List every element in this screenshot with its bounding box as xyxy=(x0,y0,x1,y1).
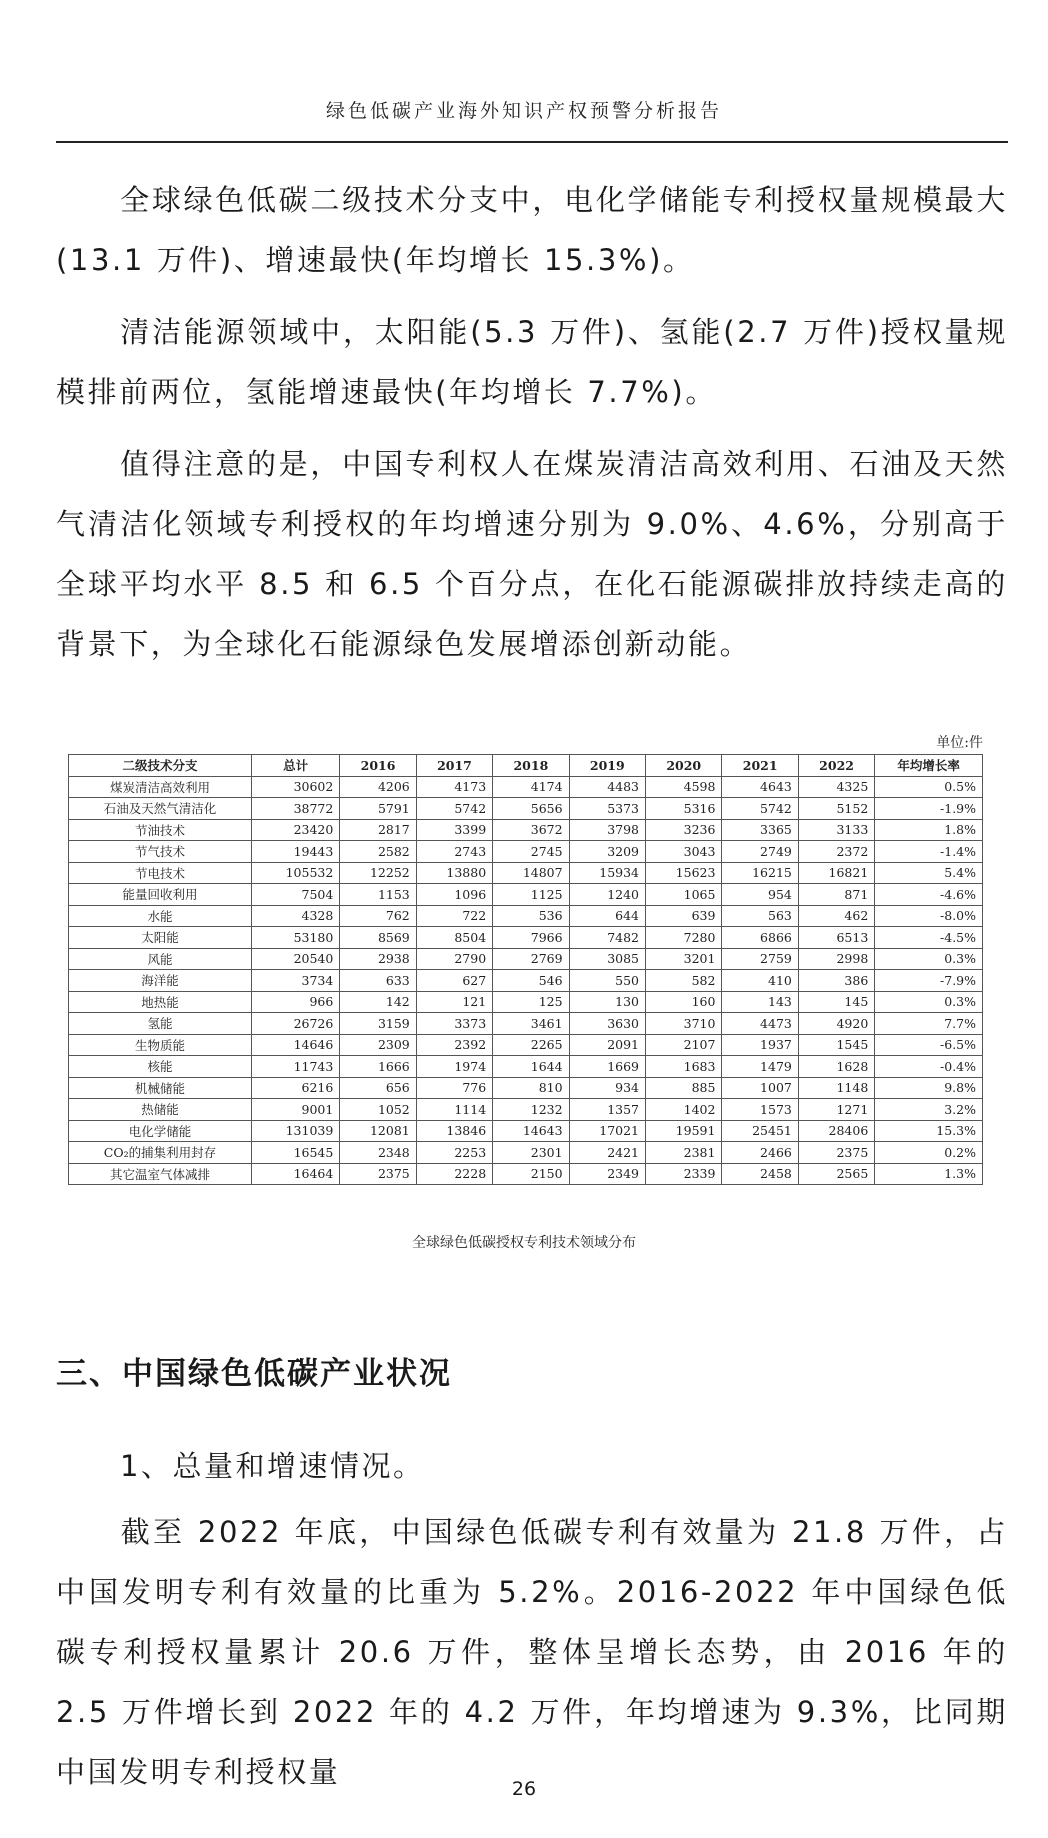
table-row xyxy=(69,1077,983,1099)
table-value-cell: 2253 xyxy=(416,1142,492,1164)
table-value-cell: 954 xyxy=(722,884,798,906)
table-value-cell: 871 xyxy=(798,884,874,906)
table-value-cell: 2265 xyxy=(493,1034,569,1056)
table-value-cell: 633 xyxy=(340,970,416,992)
table-category-cell: 水能 xyxy=(69,905,252,927)
table-value-cell: 410 xyxy=(722,970,798,992)
table-value-cell: 4328 xyxy=(251,905,339,927)
table-value-cell: 1007 xyxy=(722,1077,798,1099)
table-value-cell: 53180 xyxy=(251,927,339,949)
table-category-cell: 机械储能 xyxy=(69,1077,252,1099)
table-category-cell: 风能 xyxy=(69,948,252,970)
table-category-cell: 海洋能 xyxy=(69,970,252,992)
table-value-cell: 0.2% xyxy=(875,1142,983,1164)
table-value-cell: 9001 xyxy=(251,1099,339,1121)
table-value-cell: 5152 xyxy=(798,798,874,820)
table-category-cell: 生物质能 xyxy=(69,1034,252,1056)
table-value-cell: 3461 xyxy=(493,1013,569,1035)
table-value-cell: 12081 xyxy=(340,1120,416,1142)
table-row xyxy=(69,819,983,841)
table-row xyxy=(69,1013,983,1035)
patent-distribution-table xyxy=(68,754,983,1185)
table-category-cell: 煤炭清洁高效利用 xyxy=(69,776,252,798)
table-category-cell: 节气技术 xyxy=(69,841,252,863)
table-caption: 全球绿色低碳授权专利技术领域分布 xyxy=(412,1235,636,1251)
table-value-cell: 2421 xyxy=(569,1142,645,1164)
paragraph-1 xyxy=(56,170,1008,290)
table-value-cell: 2107 xyxy=(646,1034,722,1056)
table-category-cell: 电化学储能 xyxy=(69,1120,252,1142)
table-value-cell: 2375 xyxy=(798,1142,874,1164)
table-value-cell: 7280 xyxy=(646,927,722,949)
table-value-cell: 639 xyxy=(646,905,722,927)
table-value-cell: 462 xyxy=(798,905,874,927)
table-value-cell: 5656 xyxy=(493,798,569,820)
table-value-cell: 28406 xyxy=(798,1120,874,1142)
table-value-cell: 2372 xyxy=(798,841,874,863)
table-header-cell: 2019 xyxy=(569,755,645,777)
table-value-cell: -1.4% xyxy=(875,841,983,863)
table-value-cell: 1271 xyxy=(798,1099,874,1121)
table-value-cell: 3085 xyxy=(569,948,645,970)
table-header-cell: 2016 xyxy=(340,755,416,777)
table-value-cell: 3399 xyxy=(416,819,492,841)
table-value-cell: 5742 xyxy=(722,798,798,820)
table-value-cell: 14807 xyxy=(493,862,569,884)
table-value-cell: -4.6% xyxy=(875,884,983,906)
table-value-cell: 3798 xyxy=(569,819,645,841)
table-category-cell: 太阳能 xyxy=(69,927,252,949)
table-value-cell: 16215 xyxy=(722,862,798,884)
table-value-cell: 2998 xyxy=(798,948,874,970)
table-header-cell: 2020 xyxy=(646,755,722,777)
table-value-cell: 4325 xyxy=(798,776,874,798)
table-value-cell: 1644 xyxy=(493,1056,569,1078)
table-header-cell: 总计 xyxy=(251,755,339,777)
table-value-cell: 145 xyxy=(798,991,874,1013)
subsection-title: 1、总量和增速情况。 xyxy=(120,1449,425,1483)
table-value-cell: 1240 xyxy=(569,884,645,906)
table-value-cell: 143 xyxy=(722,991,798,1013)
table-value-cell: 13880 xyxy=(416,862,492,884)
table-value-cell: 1052 xyxy=(340,1099,416,1121)
table-value-cell: 1232 xyxy=(493,1099,569,1121)
table-value-cell: 19591 xyxy=(646,1120,722,1142)
table-value-cell: 1114 xyxy=(416,1099,492,1121)
table-value-cell: 5791 xyxy=(340,798,416,820)
table-value-cell: 3365 xyxy=(722,819,798,841)
table-value-cell: 2091 xyxy=(569,1034,645,1056)
table-value-cell: 563 xyxy=(722,905,798,927)
table-value-cell: 1096 xyxy=(416,884,492,906)
table-value-cell: 16464 xyxy=(251,1163,339,1185)
table-header-cell: 2018 xyxy=(493,755,569,777)
table-value-cell: 1479 xyxy=(722,1056,798,1078)
table-row xyxy=(69,948,983,970)
table-value-cell: 1683 xyxy=(646,1056,722,1078)
table-value-cell: 1669 xyxy=(569,1056,645,1078)
table-value-cell: 105532 xyxy=(251,862,339,884)
table-row xyxy=(69,798,983,820)
table-value-cell: 546 xyxy=(493,970,569,992)
table-value-cell: 3630 xyxy=(569,1013,645,1035)
table-value-cell: 2466 xyxy=(722,1142,798,1164)
table-value-cell: 4173 xyxy=(416,776,492,798)
table-value-cell: 2375 xyxy=(340,1163,416,1185)
table-value-cell: -8.0% xyxy=(875,905,983,927)
table-value-cell: -1.9% xyxy=(875,798,983,820)
table-value-cell: 14643 xyxy=(493,1120,569,1142)
paragraph-2 xyxy=(56,302,1008,422)
table-header-cell: 2021 xyxy=(722,755,798,777)
table-value-cell: 550 xyxy=(569,970,645,992)
table-value-cell: 966 xyxy=(251,991,339,1013)
table-value-cell: 7504 xyxy=(251,884,339,906)
table-value-cell: 5.4% xyxy=(875,862,983,884)
table-header-cell: 二级技术分支 xyxy=(69,755,252,777)
paragraph-4-text: 截至 2022 年底，中国绿色低碳专利有效量为 21.8 万件，占中国发明专利有效量的比重为 5.2%。2016-2022 年中国绿色低碳专利授权量累计 20.6 万件，整体呈增长态势，由 2016 年的 2.5 万件增长到 2022 年的 4.2 万件，年均增速为 9.3%，比同期中国发明专利授权量 xyxy=(56,1515,1008,1789)
table-row xyxy=(69,1056,983,1078)
table-value-cell: 8504 xyxy=(416,927,492,949)
table-value-cell: 644 xyxy=(569,905,645,927)
table-header-row xyxy=(69,755,983,777)
table-row xyxy=(69,991,983,1013)
table-category-cell: 地热能 xyxy=(69,991,252,1013)
table-value-cell: 6513 xyxy=(798,927,874,949)
table-body xyxy=(69,776,983,1185)
table-row xyxy=(69,905,983,927)
table-value-cell: 3672 xyxy=(493,819,569,841)
table-value-cell: 160 xyxy=(646,991,722,1013)
table-value-cell: 121 xyxy=(416,991,492,1013)
table-row xyxy=(69,1163,983,1185)
table-value-cell: 2743 xyxy=(416,841,492,863)
table-value-cell: 2349 xyxy=(569,1163,645,1185)
table-value-cell: 3043 xyxy=(646,841,722,863)
table-value-cell: 9.8% xyxy=(875,1077,983,1099)
table-value-cell: 2392 xyxy=(416,1034,492,1056)
table-value-cell: 0.3% xyxy=(875,991,983,1013)
table-value-cell: 2790 xyxy=(416,948,492,970)
paragraph-1-text: 全球绿色低碳二级技术分支中，电化学储能专利授权量规模最大(13.1 万件)、增速最快(年均增长 15.3%)。 xyxy=(56,183,1008,277)
table-value-cell: -4.5% xyxy=(875,927,983,949)
table-value-cell: 15623 xyxy=(646,862,722,884)
table-value-cell: 1937 xyxy=(722,1034,798,1056)
table-value-cell: 15934 xyxy=(569,862,645,884)
table-value-cell: 2759 xyxy=(722,948,798,970)
table-value-cell: 5373 xyxy=(569,798,645,820)
table-value-cell: 3159 xyxy=(340,1013,416,1035)
table-value-cell: 1545 xyxy=(798,1034,874,1056)
table-value-cell: 25451 xyxy=(722,1120,798,1142)
table-value-cell: 1153 xyxy=(340,884,416,906)
table-value-cell: -7.9% xyxy=(875,970,983,992)
table-row xyxy=(69,884,983,906)
table-value-cell: 5742 xyxy=(416,798,492,820)
table-value-cell: -6.5% xyxy=(875,1034,983,1056)
table-category-cell: 热储能 xyxy=(69,1099,252,1121)
table-category-cell: 核能 xyxy=(69,1056,252,1078)
paragraph-2-text: 清洁能源领域中，太阳能(5.3 万件)、氢能(2.7 万件)授权量规模排前两位，氢能增速最快(年均增长 7.7%)。 xyxy=(56,315,1008,409)
table-value-cell: 3734 xyxy=(251,970,339,992)
table-value-cell: 0.5% xyxy=(875,776,983,798)
table-value-cell: 7.7% xyxy=(875,1013,983,1035)
table-row xyxy=(69,862,983,884)
table-value-cell: 11743 xyxy=(251,1056,339,1078)
table-value-cell: 13846 xyxy=(416,1120,492,1142)
table-value-cell: 776 xyxy=(416,1077,492,1099)
table-value-cell: 722 xyxy=(416,905,492,927)
table-value-cell: 1125 xyxy=(493,884,569,906)
table-value-cell: 1628 xyxy=(798,1056,874,1078)
table-value-cell: 1065 xyxy=(646,884,722,906)
table-category-cell: CO₂的捕集利用封存 xyxy=(69,1142,252,1164)
table-value-cell: 142 xyxy=(340,991,416,1013)
table-unit-note: 单位:件 xyxy=(936,735,983,751)
table-value-cell: 2745 xyxy=(493,841,569,863)
table-value-cell: 30602 xyxy=(251,776,339,798)
table-value-cell: 131039 xyxy=(251,1120,339,1142)
page-number: 26 xyxy=(511,1778,537,1800)
table-value-cell: 6866 xyxy=(722,927,798,949)
table-header-cell: 2022 xyxy=(798,755,874,777)
table-value-cell: 2301 xyxy=(493,1142,569,1164)
table-value-cell: 1974 xyxy=(416,1056,492,1078)
table-header-cell: 2017 xyxy=(416,755,492,777)
table-row xyxy=(69,927,983,949)
table-value-cell: 810 xyxy=(493,1077,569,1099)
table-value-cell: 4206 xyxy=(340,776,416,798)
table-row xyxy=(69,1099,983,1121)
table-value-cell: 2565 xyxy=(798,1163,874,1185)
table-value-cell: 2458 xyxy=(722,1163,798,1185)
table-value-cell: 3133 xyxy=(798,819,874,841)
table-row xyxy=(69,1120,983,1142)
table-value-cell: 20540 xyxy=(251,948,339,970)
table-value-cell: 536 xyxy=(493,905,569,927)
table-value-cell: 16545 xyxy=(251,1142,339,1164)
table-value-cell: 3201 xyxy=(646,948,722,970)
table-value-cell: -0.4% xyxy=(875,1056,983,1078)
table-category-cell: 其它温室气体减排 xyxy=(69,1163,252,1185)
table-value-cell: 1.8% xyxy=(875,819,983,841)
table-value-cell: 125 xyxy=(493,991,569,1013)
table-value-cell: 2150 xyxy=(493,1163,569,1185)
table-value-cell: 2339 xyxy=(646,1163,722,1185)
table-value-cell: 656 xyxy=(340,1077,416,1099)
table-value-cell: 16821 xyxy=(798,862,874,884)
table-value-cell: 2348 xyxy=(340,1142,416,1164)
table-value-cell: 2582 xyxy=(340,841,416,863)
table-value-cell: 3373 xyxy=(416,1013,492,1035)
table-value-cell: 1148 xyxy=(798,1077,874,1099)
table-value-cell: 4174 xyxy=(493,776,569,798)
table-value-cell: 2769 xyxy=(493,948,569,970)
table-value-cell: 1357 xyxy=(569,1099,645,1121)
paragraph-3 xyxy=(56,434,1008,674)
table-value-cell: 2309 xyxy=(340,1034,416,1056)
table-category-cell: 节电技术 xyxy=(69,862,252,884)
table-value-cell: 2228 xyxy=(416,1163,492,1185)
table-value-cell: 582 xyxy=(646,970,722,992)
table-row xyxy=(69,776,983,798)
table-value-cell: 2381 xyxy=(646,1142,722,1164)
table-value-cell: 17021 xyxy=(569,1120,645,1142)
table-value-cell: 4483 xyxy=(569,776,645,798)
table-value-cell: 38772 xyxy=(251,798,339,820)
table-value-cell: 3710 xyxy=(646,1013,722,1035)
table-row xyxy=(69,1142,983,1164)
paragraph-4 xyxy=(56,1502,1008,1802)
table-header-cell: 年均增长率 xyxy=(875,755,983,777)
table-value-cell: 1573 xyxy=(722,1099,798,1121)
table-value-cell: 934 xyxy=(569,1077,645,1099)
table-category-cell: 能量回收利用 xyxy=(69,884,252,906)
paragraph-3-text: 值得注意的是，中国专利权人在煤炭清洁高效利用、石油及天然气清洁化领域专利授权的年均增速分别为 9.0%、4.6%，分别高于全球平均水平 8.5 和 6.5 个百分点，在化石能源碳排放持续走高的背景下，为全球化石能源绿色发展增添创新动能。 xyxy=(56,447,1008,661)
table-value-cell: 8569 xyxy=(340,927,416,949)
table-value-cell: 0.3% xyxy=(875,948,983,970)
table-value-cell: 2817 xyxy=(340,819,416,841)
table-value-cell: 4598 xyxy=(646,776,722,798)
table-value-cell: 26726 xyxy=(251,1013,339,1035)
table-value-cell: 4920 xyxy=(798,1013,874,1035)
table-value-cell: 2938 xyxy=(340,948,416,970)
table-value-cell: 7482 xyxy=(569,927,645,949)
table-category-cell: 氢能 xyxy=(69,1013,252,1035)
table-value-cell: 6216 xyxy=(251,1077,339,1099)
table-value-cell: 23420 xyxy=(251,819,339,841)
table-value-cell: 12252 xyxy=(340,862,416,884)
table-value-cell: 3236 xyxy=(646,819,722,841)
table-value-cell: 627 xyxy=(416,970,492,992)
table-value-cell: 4473 xyxy=(722,1013,798,1035)
table-value-cell: 2749 xyxy=(722,841,798,863)
table-row xyxy=(69,1034,983,1056)
table-value-cell: 1666 xyxy=(340,1056,416,1078)
table-row xyxy=(69,970,983,992)
table-value-cell: 762 xyxy=(340,905,416,927)
section-title: 三、中国绿色低碳产业状况 xyxy=(56,1356,452,1392)
table-value-cell: 1.3% xyxy=(875,1163,983,1185)
header-divider xyxy=(56,141,1008,143)
table-category-cell: 石油及天然气清洁化 xyxy=(69,798,252,820)
table-value-cell: 5316 xyxy=(646,798,722,820)
table-value-cell: 19443 xyxy=(251,841,339,863)
table-value-cell: 3209 xyxy=(569,841,645,863)
table-value-cell: 15.3% xyxy=(875,1120,983,1142)
table-category-cell: 节油技术 xyxy=(69,819,252,841)
table-value-cell: 7966 xyxy=(493,927,569,949)
table-value-cell: 14646 xyxy=(251,1034,339,1056)
table-value-cell: 1402 xyxy=(646,1099,722,1121)
table-value-cell: 4643 xyxy=(722,776,798,798)
table-value-cell: 386 xyxy=(798,970,874,992)
table-row xyxy=(69,841,983,863)
table-value-cell: 885 xyxy=(646,1077,722,1099)
table-value-cell: 130 xyxy=(569,991,645,1013)
page-header: 绿色低碳产业海外知识产权预警分析报告 xyxy=(325,100,722,122)
table-value-cell: 3.2% xyxy=(875,1099,983,1121)
